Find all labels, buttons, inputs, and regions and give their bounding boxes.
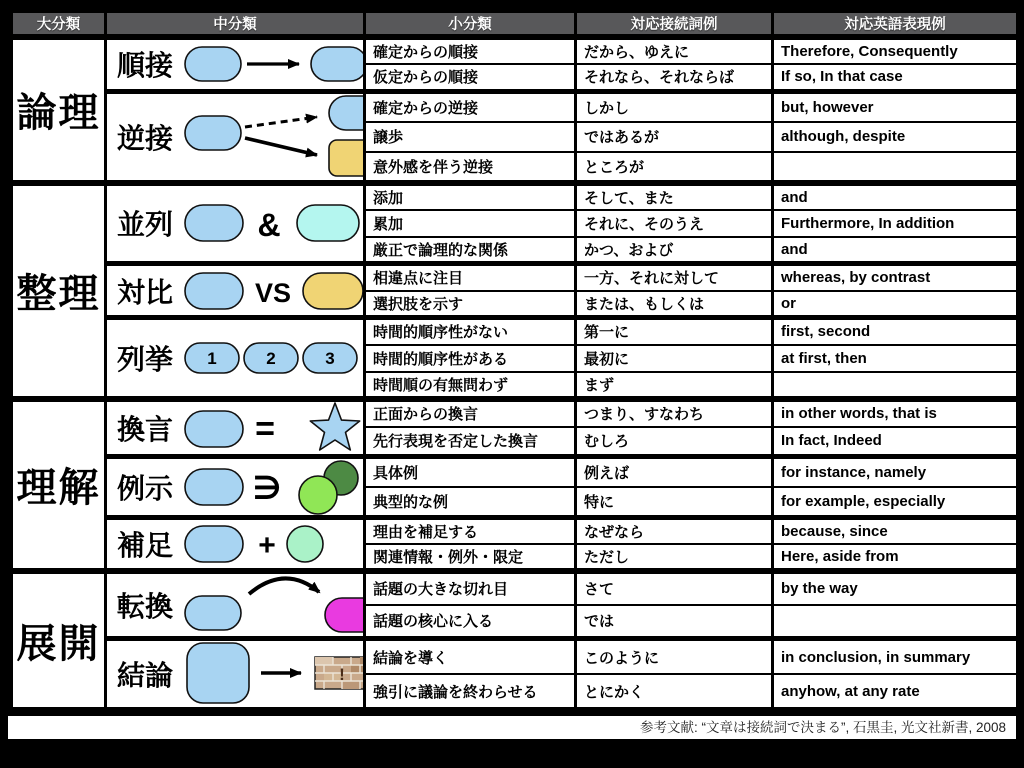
reference-footer: [8, 716, 1016, 739]
cell-conjunction: まず: [576, 372, 773, 399]
cell-small-category: 話題の核心に入る: [365, 605, 576, 639]
reference-text: 参考文献: “文章は接続詞で決まる”, 石黒圭, 光文社新書, 2008: [639, 720, 1006, 735]
middle-category-label: 転換: [117, 591, 174, 622]
ampersand-sign: &: [257, 207, 281, 244]
cell-conjunction: そして、また: [576, 183, 773, 210]
cell-english: and: [773, 183, 1019, 210]
pill-number-3: 3: [325, 348, 335, 368]
cell-english: for instance, namely: [773, 456, 1019, 487]
middle-category-label: 逆接: [117, 122, 174, 154]
cell-small-category: 時間的順序性がない: [365, 318, 576, 345]
rekkyo-diagram: [183, 340, 361, 376]
middle-category-cell: [106, 264, 365, 318]
table-row: [11, 456, 1019, 487]
supplement-circle: [287, 526, 323, 562]
middle-category-cell: [106, 456, 365, 517]
item-pill: [185, 205, 243, 241]
source-pill: [185, 411, 243, 447]
cell-small-category: 具体例: [365, 456, 576, 487]
cell-small-category: 譲歩: [365, 122, 576, 153]
cell-english: by the way: [773, 571, 1019, 605]
vs-label: VS: [255, 277, 292, 308]
cell-english: whereas, by contrast: [773, 264, 1019, 291]
cell-conjunction: または、もしくは: [576, 291, 773, 318]
table-row: [11, 37, 1019, 64]
cell-conjunction: ではあるが: [576, 122, 773, 153]
cell-english: in other words, that is: [773, 399, 1019, 428]
brick-wall-icon: [315, 657, 364, 689]
star-icon: [310, 403, 359, 450]
cell-conjunction: むしろ: [576, 427, 773, 456]
cell-small-category: 累加: [365, 210, 576, 237]
middle-category-cell: [106, 571, 365, 639]
gyakusetsu-diagram: [183, 94, 364, 180]
cell-conjunction: ところが: [576, 152, 773, 183]
middle-category-label: 並列: [117, 209, 174, 241]
solid-arrow-icon: [245, 138, 317, 155]
tenkan-diagram: [183, 574, 364, 636]
argument-box: [187, 643, 249, 703]
cell-small-category: 添加: [365, 183, 576, 210]
example-circle-light: [299, 476, 337, 514]
header-row: [11, 11, 1019, 38]
new-topic-pill: [325, 598, 364, 632]
cell-english: Here, aside from: [773, 544, 1019, 571]
middle-category-cell: [106, 517, 365, 571]
cell-conjunction: ただし: [576, 544, 773, 571]
cell-small-category: 仮定からの順接: [365, 64, 576, 91]
table-row: [11, 318, 1019, 345]
middle-category-label: 列挙: [117, 343, 174, 375]
cell-english: In fact, Indeed: [773, 427, 1019, 456]
cell-small-category: 確定からの順接: [365, 37, 576, 64]
cell-small-category: 結論を導く: [365, 639, 576, 675]
result-pill: [311, 47, 364, 81]
middle-category-cell: [106, 183, 365, 264]
pill-number-2: 2: [266, 348, 276, 368]
cell-small-category: 正面からの換言: [365, 399, 576, 428]
cell-conjunction: それなら、それならば: [576, 64, 773, 91]
middle-category-label: 順接: [117, 50, 174, 82]
cell-english: [773, 605, 1019, 639]
cell-conjunction: それに、そのうえ: [576, 210, 773, 237]
cell-conjunction: だから、ゆえに: [576, 37, 773, 64]
cell-conjunction: このように: [576, 639, 773, 675]
middle-category-cell: [106, 37, 365, 91]
item-pill: [185, 273, 243, 309]
table-row: [11, 517, 1019, 544]
cell-small-category: 時間順の有無問わず: [365, 372, 576, 399]
cell-conjunction: つまり、すなわち: [576, 399, 773, 428]
cell-small-category: 意外感を伴う逆接: [365, 152, 576, 183]
cell-conjunction: 例えば: [576, 456, 773, 487]
major-category-cell: 展開: [11, 571, 106, 710]
reiji-diagram: [183, 459, 364, 515]
ketsuron-diagram: [183, 641, 364, 707]
exclamation-mark: !: [339, 665, 345, 684]
curved-arrow-icon: [249, 578, 319, 594]
column-header-middle-category: 中分類: [106, 11, 365, 38]
hosoku-diagram: [183, 522, 343, 566]
cell-english: or: [773, 291, 1019, 318]
major-category-cell: 論理: [11, 37, 106, 183]
cell-conjunction: 特に: [576, 487, 773, 518]
table-row: [11, 183, 1019, 210]
cell-conjunction: なぜなら: [576, 517, 773, 544]
cell-english: although, despite: [773, 122, 1019, 153]
cell-small-category: 厳正で論理的な関係: [365, 237, 576, 264]
junsetsu-diagram: [183, 42, 364, 86]
middle-category-label: 結論: [117, 660, 174, 691]
item-pill-cyan: [297, 205, 359, 241]
topic-pill: [185, 596, 241, 630]
cell-small-category: 確定からの逆接: [365, 91, 576, 122]
cell-english: anyhow, at any rate: [773, 674, 1019, 710]
pill-number-1: 1: [207, 348, 217, 368]
middle-category-cell: [106, 91, 365, 183]
cell-english: but, however: [773, 91, 1019, 122]
column-header-conjunction-examples: 対応接続詞例: [576, 11, 773, 38]
contrast-pill: [303, 273, 363, 309]
cell-english: Furthermore, In addition: [773, 210, 1019, 237]
cell-english: at first, then: [773, 345, 1019, 372]
cell-english: in conclusion, in summary: [773, 639, 1019, 675]
column-header-small-category: 小分類: [365, 11, 576, 38]
table-row: [11, 264, 1019, 291]
conjunction-table: [8, 8, 1021, 712]
cell-conjunction: では: [576, 605, 773, 639]
table-row: [11, 399, 1019, 428]
middle-category-label: 換言: [117, 413, 174, 445]
cell-small-category: 先行表現を否定した換言: [365, 427, 576, 456]
equals-sign: =: [255, 409, 275, 448]
cell-small-category: 理由を補足する: [365, 517, 576, 544]
cell-conjunction: 一方、それに対して: [576, 264, 773, 291]
major-category-cell: 理解: [11, 399, 106, 572]
cell-english: because, since: [773, 517, 1019, 544]
cell-conjunction: かつ、および: [576, 237, 773, 264]
cell-english: Therefore, Consequently: [773, 37, 1019, 64]
dashed-arrow-icon: [245, 117, 317, 127]
column-header-major-category: 大分類: [11, 11, 106, 38]
middle-category-label: 例示: [117, 472, 174, 504]
cell-english: for example, especially: [773, 487, 1019, 518]
cell-conjunction: 最初に: [576, 345, 773, 372]
cell-english: If so, In that case: [773, 64, 1019, 91]
taihi-diagram: [183, 270, 364, 312]
plus-sign: +: [258, 528, 276, 562]
major-category-cell: 整理: [11, 183, 106, 399]
contrary-box: [329, 140, 364, 176]
cell-conjunction: とにかく: [576, 674, 773, 710]
main-pill: [185, 526, 243, 562]
element-of-sign: ∋: [252, 469, 282, 506]
cell-conjunction: しかし: [576, 91, 773, 122]
heiretsu-diagram: [183, 202, 364, 244]
middle-category-label: 補足: [117, 529, 174, 561]
cell-small-category: 話題の大きな切れ目: [365, 571, 576, 605]
set-pill: [185, 469, 243, 505]
source-pill: [185, 47, 241, 81]
expected-pill: [329, 96, 364, 130]
middle-category-cell: [106, 399, 365, 457]
cell-conjunction: さて: [576, 571, 773, 605]
cell-english: [773, 372, 1019, 399]
cell-small-category: 時間的順序性がある: [365, 345, 576, 372]
cell-small-category: 強引に議論を終わらせる: [365, 674, 576, 710]
cell-english: and: [773, 237, 1019, 264]
source-pill: [185, 116, 241, 150]
middle-category-cell: [106, 639, 365, 710]
cell-small-category: 典型的な例: [365, 487, 576, 518]
column-header-english-examples: 対応英語表現例: [773, 11, 1019, 38]
cell-small-category: 相違点に注目: [365, 264, 576, 291]
cell-english: [773, 152, 1019, 183]
cell-english: first, second: [773, 318, 1019, 345]
middle-category-label: 対比: [117, 276, 174, 308]
kangen-diagram: [183, 402, 364, 454]
table-row: [11, 571, 1019, 605]
cell-small-category: 選択肢を示す: [365, 291, 576, 318]
table-row: [11, 639, 1019, 675]
cell-conjunction: 第一に: [576, 318, 773, 345]
cell-small-category: 関連情報・例外・限定: [365, 544, 576, 571]
middle-category-cell: [106, 318, 365, 399]
table-row: [11, 91, 1019, 122]
